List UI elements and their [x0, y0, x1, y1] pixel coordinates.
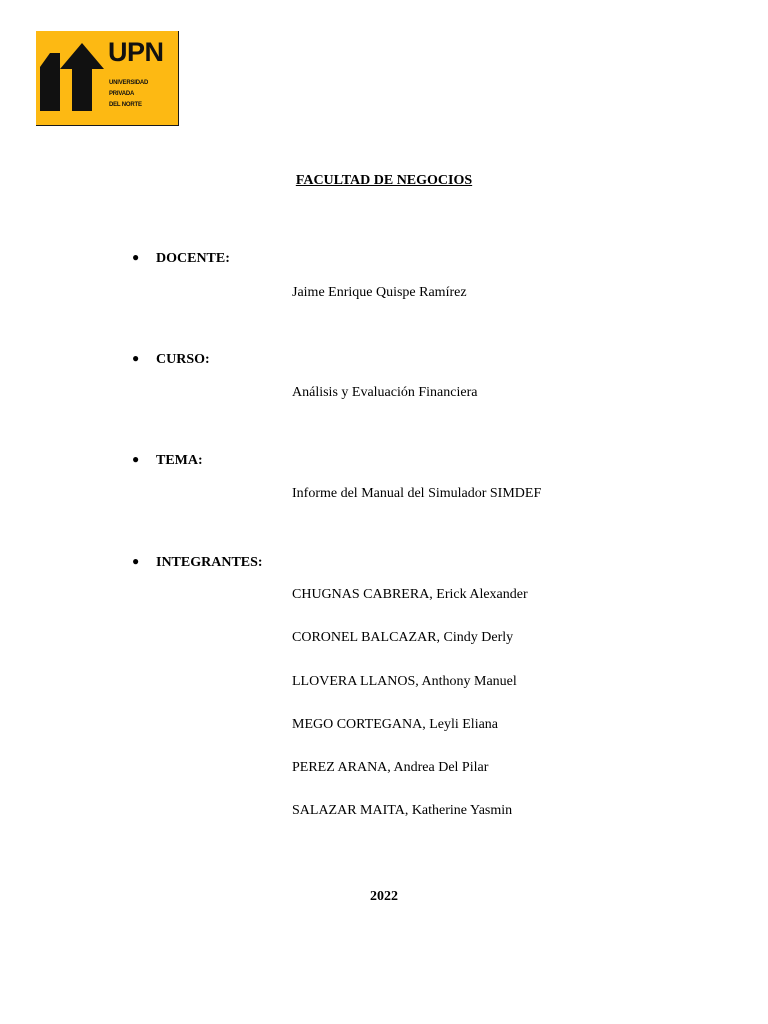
- member-item: CHUGNAS CABRERA, Erick Alexander: [292, 587, 528, 602]
- member-item: CORONEL BALCAZAR, Cindy Derly: [292, 630, 514, 645]
- curso-value: Análisis y Evaluación Financiera: [292, 385, 478, 400]
- tema-heading: [132, 452, 203, 469]
- tema-label: TEMA:: [156, 453, 203, 468]
- integrantes-label: INTEGRANTES:: [156, 555, 263, 570]
- member-item: PEREZ ARANA, Andrea Del Pilar: [292, 760, 489, 775]
- bullet-icon: ●: [132, 351, 140, 365]
- logo-line-3: DEL NORTE: [109, 102, 142, 108]
- tema-value: Informe del Manual del Simulador SIMDEF: [292, 486, 542, 501]
- logo-brand: UPN: [108, 37, 164, 67]
- upn-logo: [36, 31, 179, 126]
- bullet-icon: ●: [132, 554, 140, 568]
- curso-label: CURSO:: [156, 352, 210, 367]
- docente-value: Jaime Enrique Quispe Ramírez: [292, 285, 467, 300]
- upn-arrow-icon: [36, 31, 108, 126]
- bullet-icon: ●: [132, 250, 140, 264]
- member-item: LLOVERA LLANOS, Anthony Manuel: [292, 674, 517, 689]
- docente-heading: [132, 250, 230, 267]
- bullet-icon: ●: [132, 452, 140, 466]
- document-year: 2022: [370, 889, 398, 904]
- logo-line-1: UNIVERSIDAD: [109, 80, 149, 86]
- curso-heading: [132, 351, 210, 368]
- logo-line-2: PRIVADA: [109, 91, 135, 97]
- faculty-title: FACULTAD DE NEGOCIOS: [295, 173, 473, 188]
- member-item: SALAZAR MAITA, Katherine Yasmin: [292, 803, 513, 818]
- member-item: MEGO CORTEGANA, Leyli Eliana: [292, 717, 499, 732]
- docente-label: DOCENTE:: [156, 251, 230, 266]
- integrantes-heading: [132, 554, 263, 571]
